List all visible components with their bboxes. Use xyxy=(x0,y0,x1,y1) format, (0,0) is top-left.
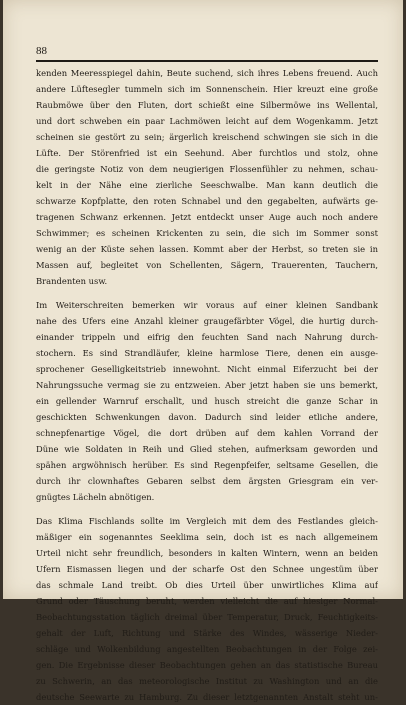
text-line: spähen argwöhnisch herüber. Es sind Regenpfeifer, seltsame Gesellen, die xyxy=(36,460,378,470)
text-line: Urteil nicht sehr freundlich, besonders in kalten Wintern, wenn an beiden xyxy=(36,548,378,558)
body-text xyxy=(36,65,378,705)
text-line: Düne wie Soldaten in Reih und Glied stehen, aufmerksam geworden und xyxy=(36,444,378,454)
text-line: Brandenten usw. xyxy=(36,276,108,286)
text-line: sprochener Geselligkeitstrieb innewohnt. Nicht einmal Eiferzucht bei der xyxy=(36,364,378,374)
text-line: Schwimmer; es scheinen Krickenten zu sein, die sich im Sommer sonst xyxy=(36,228,378,238)
text-line: Raubmöwe über den Fluten, dort schießt eine Silbermöwe ins Wellental, xyxy=(36,100,378,110)
text-line: einander trippeln und eifrig den feuchten Sand nach Nahrung durch- xyxy=(36,332,378,342)
paragraph xyxy=(36,297,378,505)
text-line: kelt in der Nähe eine zierliche Seeschwalbe. Man kann deutlich die xyxy=(36,180,378,190)
text-line: kenden Meeresspiegel dahin, Beute suchend, sich ihres Lebens freuend. Auch xyxy=(36,68,378,78)
text-line: schläge und Wolkenbildung angestellten Beobachtungen in der Folge zei- xyxy=(36,644,378,654)
page-number: 88 xyxy=(36,45,47,57)
text-line: Massen auf, begleitet von Schellenten, Sägern, Trauerenten, Tauchern, xyxy=(36,260,378,270)
header-rule xyxy=(36,60,378,62)
paragraph-gap xyxy=(36,289,378,297)
text-line: geschickten Schwenkungen davon. Dadurch sind leider etliche andere, xyxy=(36,412,378,422)
text-line: deutsche Seewarte zu Hamburg. Zu dieser letztgenannten Anstalt steht un- xyxy=(36,692,378,702)
text-line: Beobachtungsstation täglich dreimal über Temperatur, Druck, Feuchtigkeits- xyxy=(36,612,378,622)
text-line: Grund oder Täuschung beruht, werden vielleicht die auf hiesiger Normal- xyxy=(36,596,378,606)
paragraph xyxy=(36,513,378,705)
text-line: schwarze Kopfplatte, den roten Schnabel und den gegabelten, aufwärts ge- xyxy=(36,196,378,206)
text-line: Das Klima Fischlands sollte im Vergleich mit dem des Festlandes gleich- xyxy=(36,516,378,526)
text-line: andere Lüftesegler tummeln sich im Sonnenschein. Hier kreuzt eine große xyxy=(36,84,378,94)
text-line: das schmale Land treibt. Ob dies Urteil über unwirtliches Klima auf xyxy=(36,580,378,590)
text-line: Lüfte. Der Störenfried ist ein Seehund. Aber furchtlos und stolz, ohne xyxy=(36,148,378,158)
text-line: gen. Die Ergebnisse dieser Beobachtungen gehen an das statistische Bureau xyxy=(36,660,378,670)
text-line: und dort schweben ein paar Lachmöwen leicht auf dem Wogenkamm. Jetzt xyxy=(36,116,378,126)
text-line: mäßiger ein sogenanntes Seeklima sein, doch ist es nach allgemeinem xyxy=(36,532,378,542)
text-line: gehalt der Luft, Richtung und Stärke des Windes, wässerige Nieder- xyxy=(36,628,378,638)
text-line: tragenen Schwanz erkennen. Jetzt entdeckt unser Auge auch noch andere xyxy=(36,212,378,222)
text-line: durch ihr clownhaftes Gebaren selbst dem ärgsten Griesgram ein ver- xyxy=(36,476,378,486)
text-line: Nahrungssuche vermag sie zu entzweien. Aber jetzt haben sie uns bemerkt, xyxy=(36,380,378,390)
text-line: die geringste Notiz von dem neugierigen Flossenfühler zu nehmen, schau- xyxy=(36,164,378,174)
paragraph xyxy=(36,65,378,289)
text-line: Ufern Eismassen liegen und der scharfe Ost den Schnee ungestüm über xyxy=(36,564,378,574)
text-line: ein gellender Warnruf erschallt, und husch streicht die ganze Schar in xyxy=(36,396,378,406)
text-line: zu Schwerin, an das meteorologische Institut zu Washington und an die xyxy=(36,676,378,686)
text-line: nahe des Ufers eine Anzahl kleiner graugefärbter Vögel, die hurtig durch- xyxy=(36,316,378,326)
book-page xyxy=(3,0,403,702)
text-line: schnepfenartige Vögel, die dort drüben auf dem kahlen Vorrand der xyxy=(36,428,378,438)
text-line: wenig an der Küste sehen lassen. Kommt aber der Herbst, so treten sie in xyxy=(36,244,378,254)
text-line: gnügtes Lächeln abnötigen. xyxy=(36,492,155,502)
text-line: scheinen sie gestört zu sein; ärgerlich kreischend schwingen sie sich in die xyxy=(36,132,378,142)
text-line: stochern. Es sind Strandläufer, kleine harmlose Tiere, denen ein ausge- xyxy=(36,348,378,358)
text-line: Im Weiterschreiten bemerken wir voraus auf einer kleinen Sandbank xyxy=(36,300,378,310)
paragraph-gap xyxy=(36,505,378,513)
